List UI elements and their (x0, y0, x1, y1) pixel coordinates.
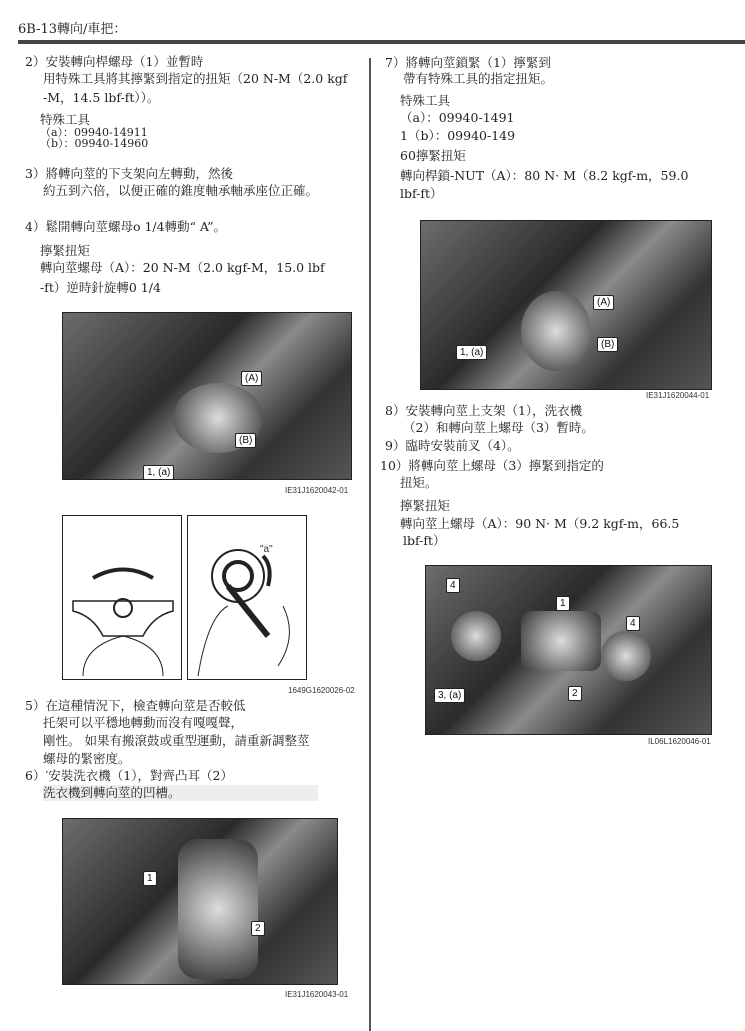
bracket-rotation-icon (63, 516, 181, 678)
callout-4-left: 4 (446, 578, 460, 593)
diagram-turn-nut (187, 515, 307, 680)
angle-a-label: "a" (260, 544, 273, 555)
tool-b: 1（b）：09940-149 (400, 128, 516, 143)
step-8-line: 8）安裝轉向莖上支架（1），洗衣機 (385, 403, 583, 418)
step-7-line: 帶有特殊工具的指定扭矩。 (403, 71, 554, 86)
step-10-line: 10）將轉向莖上螺母（3）擰緊到指定的 (380, 458, 604, 473)
callout-1a: 1, (a) (456, 345, 487, 360)
figure-caption: IE31J1620042-01 (285, 486, 349, 495)
callout-2: 2 (568, 686, 582, 701)
figure-caption: IE31J1620044-01 (646, 391, 710, 400)
step-2-line: 2）安裝轉向桿螺母（1）並暫時 (25, 54, 204, 69)
callout-A: (A) (241, 371, 262, 386)
torque-label: 60擰緊扭矩 (400, 148, 466, 163)
step-3-line: 約五到六倍，以便正確的錐度軸承軸承座位正確。 (43, 183, 319, 198)
page-header: 6B-13轉向/車把： (18, 22, 127, 37)
torque-value: lbf-ft） (400, 186, 443, 201)
header-rule (18, 40, 745, 44)
step-10-line: 扭矩。 (400, 475, 438, 490)
step-5-line: 5）在這種情況下，檢查轉向莖是否較低 (25, 698, 246, 713)
torque-value: lbf-ft） (403, 533, 446, 548)
diagram-turn-bracket (62, 515, 182, 680)
step-5-line: 剛性。 如果有搬滾鼓或重型運動，請重新調整莖 (43, 733, 310, 748)
torque-value: 轉向桿鎖-NUT（A）：80 N· M（8.2 kgf-m，59.0 (400, 168, 689, 183)
step-6-line: 洗衣機到轉向莖的凹槽。 (43, 785, 318, 801)
torque-label: 擰緊扭矩 (40, 243, 91, 258)
callout-B: (B) (235, 433, 256, 448)
callout-3a: 3, (a) (434, 688, 465, 703)
tool-b: （b）：09940-14960 (40, 137, 149, 150)
photo-lock-nut (420, 220, 712, 390)
step-7-line: 7）將轉向莖鎖緊（1）擰緊到 (385, 55, 551, 70)
callout-2: 2 (251, 921, 265, 936)
callout-1: 1 (143, 871, 157, 886)
photo-washer (62, 818, 338, 985)
photo-steering-stem-nut (62, 312, 352, 480)
step-3-line: 3）將轉向莖的下支架向左轉動，然後 (25, 166, 233, 181)
nut-wrench-icon (188, 516, 306, 678)
callout-1: 1 (556, 596, 570, 611)
callout-A: (A) (593, 295, 614, 310)
step-2-line: 用特殊工具將其擰緊到指定的扭矩（20 N-M（2.0 kgf (43, 71, 348, 86)
step-9: 9）臨時安裝前叉（4）。 (385, 438, 520, 453)
callout-1a: 1, (a) (143, 465, 174, 480)
step-5-line: 托架可以平穩地轉動而沒有嘎嘎聲， (43, 715, 244, 730)
callout-4-right: 4 (626, 616, 640, 631)
torque-value: -ft）逆時針旋轉0 1/4 (40, 280, 161, 295)
column-divider (369, 58, 371, 1031)
step-8-line: （2）和轉向莖上螺母（3）暫時。 (403, 420, 594, 435)
figure-caption: IL06L1620046-01 (648, 737, 711, 746)
photo-upper-bracket (425, 565, 712, 735)
step-5-line: 螺母的緊密度。 (43, 751, 131, 766)
torque-value: 轉向莖上螺母（A）：90 N· M（9.2 kgf-m，66.5 (400, 516, 680, 531)
callout-B: (B) (597, 337, 618, 352)
special-tools-label: 特殊工具 (40, 112, 91, 127)
step-2-line: -M，14.5 lbf-ft））。 (43, 90, 160, 105)
tool-a: （a）：09940-14911 (40, 126, 148, 139)
torque-value: 轉向莖螺母（A）：20 N-M（2.0 kgf-M，15.0 lbf (40, 260, 325, 275)
step-6-line: 6）′安裝洗衣機（1），對齊凸耳（2） (25, 768, 233, 783)
step-4: 4）鬆開轉向莖螺母o 1/4轉動“ A”。 (25, 219, 227, 234)
torque-label: 擰緊扭矩 (400, 498, 451, 513)
tool-a: （a）：09940-1491 (400, 110, 515, 125)
figure-caption: IE31J1620043-01 (285, 990, 349, 999)
figure-caption: 1649G1620026-02 (288, 686, 355, 695)
special-tools-label: 特殊工具 (400, 93, 451, 108)
